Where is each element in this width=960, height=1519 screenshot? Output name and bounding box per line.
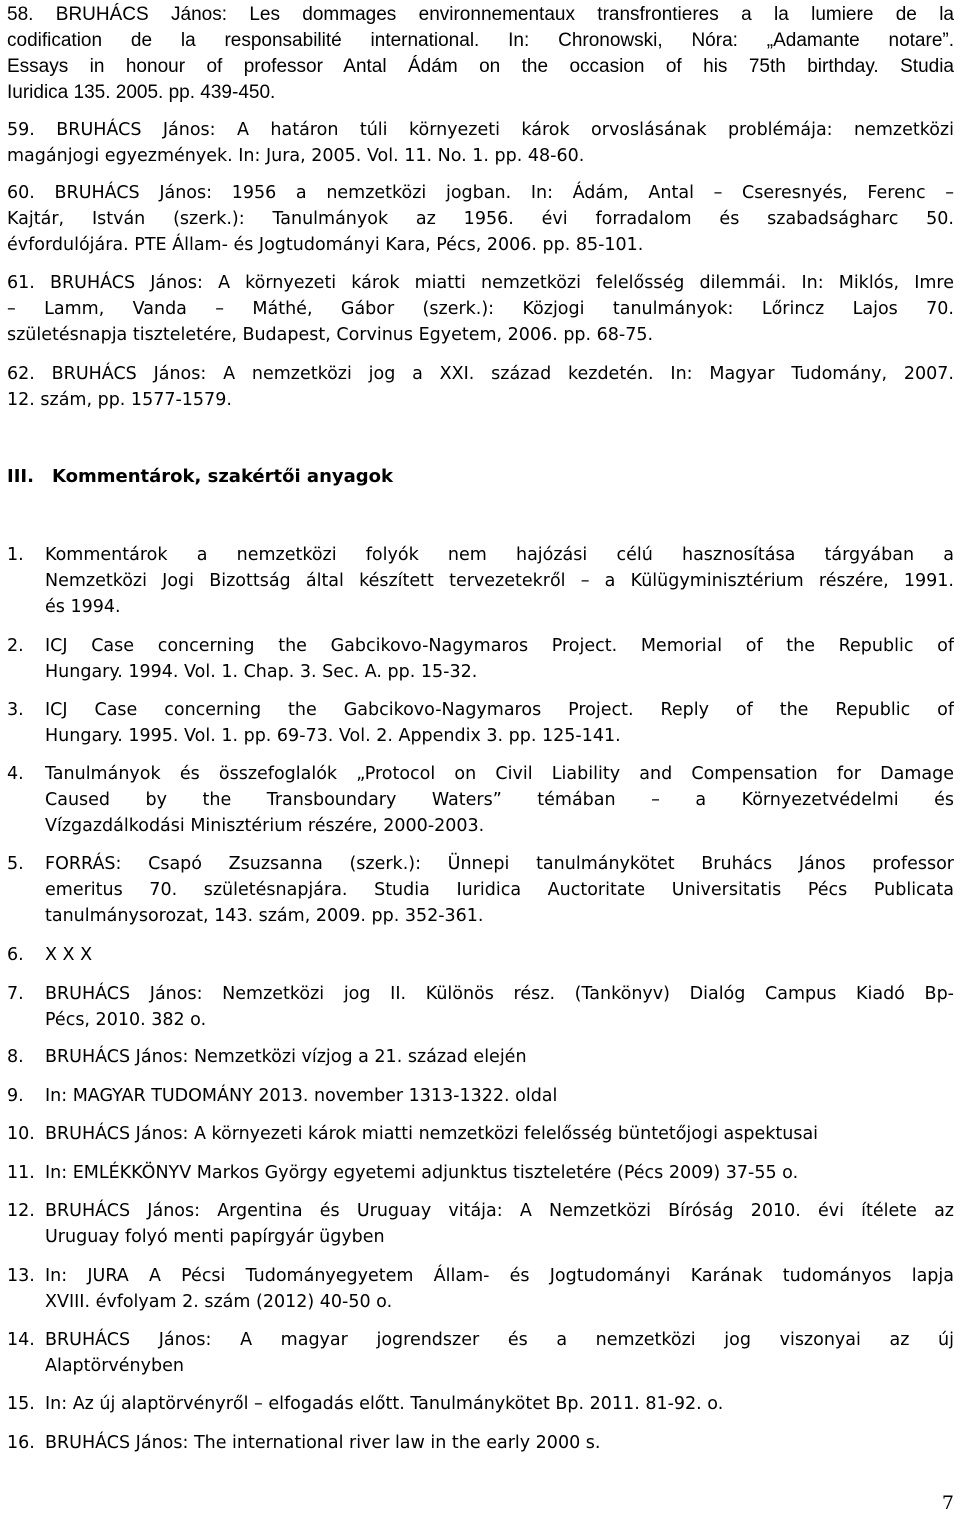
list-item-number: 15. — [7, 1394, 35, 1414]
list-item-number: 2. — [7, 636, 24, 656]
list-item-line: XVIII. évfolyam 2. szám (2012) 40-50 o. — [45, 1292, 393, 1312]
list-item-line: BRUHÁCS János: A magyar jogrendszer és a nemzetközi jog viszonyai az új — [45, 1330, 954, 1350]
list-item-line: FORRÁS: Csapó Zsuzsanna (szerk.): Ünnepi tanulmánykötet Bruhács János professor — [45, 854, 954, 874]
list-item-number: 11. — [7, 1163, 35, 1183]
reference-line — [7, 361, 954, 387]
list-item-line: Vízgazdálkodási Minisztérium részére, 2000-2003. — [45, 816, 485, 836]
list-item-line: In: EMLÉKKÖNYV Markos György egyetemi adjunktus tiszteletére (Pécs 2009) 37-55 o. — [45, 1163, 799, 1183]
reference-line: magánjogi egyezmények. In: Jura, 2005. Vol. 11. No. 1. pp. 48-60. — [7, 146, 585, 166]
list-item-number: 13. — [7, 1266, 35, 1286]
reference-line: évfordulójára. PTE Állam- és Jogtudományi Kara, Pécs, 2006. pp. 85-101. — [7, 235, 644, 255]
list-item-number: 8. — [7, 1047, 24, 1067]
section-title: Kommentárok, szakértői anyagok — [52, 466, 393, 487]
list-item-line: ICJ Case concerning the Gabcikovo-Nagymaros Project. Reply of the Republic of — [45, 700, 954, 720]
list-item-number: 3. — [7, 700, 24, 720]
list-item-line: Alaptörvényben — [45, 1356, 184, 1376]
reference-line: – Lamm, Vanda – Máthé, Gábor (szerk.): Közjogi tanulmányok: Lőrincz Lajos 70. — [7, 299, 954, 319]
reference-line — [7, 117, 954, 143]
list-item-line: Pécs, 2010. 382 o. — [45, 1010, 207, 1030]
reference-line — [7, 2, 954, 28]
list-item-number: 9. — [7, 1086, 24, 1106]
list-item-line: In: JURA A Pécsi Tudományegyetem Állam- és Jogtudományi Karának tudományos lapja — [45, 1266, 954, 1286]
list-item-number: 16. — [7, 1433, 35, 1453]
reference-text: BRUHÁCS János: A nemzetközi jog a XXI. század kezdetén. In: Magyar Tudomány, 2007. — [51, 364, 954, 384]
list-item-line: emeritus 70. születésnapjára. Studia Iuridica Auctoritate Universitatis Pécs Publicata — [45, 880, 954, 900]
list-item-line: BRUHÁCS János: Nemzetközi vízjog a 21. század elején — [45, 1047, 527, 1067]
section-roman-numeral: III. — [7, 466, 34, 487]
page-number: 7 — [941, 1492, 954, 1514]
list-item-line: BRUHÁCS János: Argentina és Uruguay vitája: A Nemzetközi Bíróság 2010. évi ítélete az — [45, 1201, 954, 1221]
reference-text: BRUHÁCS János: Les dommages environnementaux transfrontieres a la lumiere de la — [55, 4, 954, 25]
list-item-number: 7. — [7, 984, 24, 1004]
list-item-number: 14. — [7, 1330, 35, 1350]
reference-text: BRUHÁCS János: A környezeti károk miatti nemzetközi felelősség dilemmái. In: Miklós, Imre — [49, 273, 954, 293]
reference-line: Iuridica 135. 2005. pp. 439-450. — [7, 82, 276, 103]
list-item-line: BRUHÁCS János: A környezeti károk miatti nemzetközi felelősség büntetőjogi aspektusai — [45, 1124, 819, 1144]
list-item-line: Nemzetközi Jogi Bizottság által készített tervezetekről – a Külügyminisztérium részére, 1991. — [45, 571, 954, 591]
reference-number: 60. — [7, 183, 35, 203]
reference-number: 59. — [7, 120, 35, 140]
list-item-line: Caused by the Transboundary Waters” témában – a Környezetvédelmi és — [45, 790, 954, 810]
list-item-number: 6. — [7, 945, 24, 965]
list-item-line: Uruguay folyó menti papírgyár ügyben — [45, 1227, 385, 1247]
list-item-line: tanulmánysorozat, 143. szám, 2009. pp. 352-361. — [45, 906, 484, 926]
list-item-line: ICJ Case concerning the Gabcikovo-Nagymaros Project. Memorial of the Republic of — [45, 636, 954, 656]
list-item-number: 5. — [7, 854, 24, 874]
list-item-line: Hungary. 1994. Vol. 1. Chap. 3. Sec. A. pp. 15-32. — [45, 662, 478, 682]
list-item-line: Kommentárok a nemzetközi folyók nem hajózási célú hasznosítása tárgyában a — [45, 545, 954, 565]
reference-line: Kajtár, István (szerk.): Tanulmányok az 1956. évi forradalom és szabadságharc 50. — [7, 209, 954, 229]
list-item-number: 10. — [7, 1124, 35, 1144]
reference-number: 62. — [7, 364, 35, 384]
reference-line: Essays in honour of professor Antal Ádám on the occasion of his 75th birthday. Studia — [7, 56, 954, 77]
list-item-number: 1. — [7, 545, 24, 565]
reference-line: 12. szám, pp. 1577-1579. — [7, 390, 232, 410]
list-item-line: BRUHÁCS János: Nemzetközi jog II. Különös rész. (Tankönyv) Dialóg Campus Kiadó Bp- — [45, 984, 954, 1004]
list-item-line: és 1994. — [45, 597, 121, 617]
list-item-line: BRUHÁCS János: The international river law in the early 2000 s. — [45, 1433, 601, 1453]
list-item-line: X X X — [45, 945, 93, 965]
reference-number: 58. — [7, 4, 34, 25]
reference-number: 61. — [7, 273, 35, 293]
reference-line: születésnapja tiszteletére, Budapest, Corvinus Egyetem, 2006. pp. 68-75. — [7, 325, 654, 345]
reference-line: codification de la responsabilité international. In: Chronowski, Nóra: „Adamante notare”. — [7, 30, 954, 51]
list-item-line: Tanulmányok és összefoglalók „Protocol on Civil Liability and Compensation for Damage — [45, 764, 954, 784]
reference-text: BRUHÁCS János: A határon túli környezeti károk orvoslásának problémája: nemzetközi — [56, 120, 954, 140]
list-item-line: In: MAGYAR TUDOMÁNY 2013. november 1313-1322. oldal — [45, 1086, 558, 1106]
list-item-line: In: Az új alaptörvényről – elfogadás előtt. Tanulmánykötet Bp. 2011. 81-92. o. — [45, 1394, 724, 1414]
list-item-number: 12. — [7, 1201, 35, 1221]
reference-line — [7, 180, 954, 206]
list-item-number: 4. — [7, 764, 24, 784]
reference-text: BRUHÁCS János: 1956 a nemzetközi jogban. In: Ádám, Antal – Cseresnyés, Ferenc – — [54, 183, 954, 203]
list-item-line: Hungary. 1995. Vol. 1. pp. 69-73. Vol. 2. Appendix 3. pp. 125-141. — [45, 726, 621, 746]
reference-line — [7, 270, 954, 296]
